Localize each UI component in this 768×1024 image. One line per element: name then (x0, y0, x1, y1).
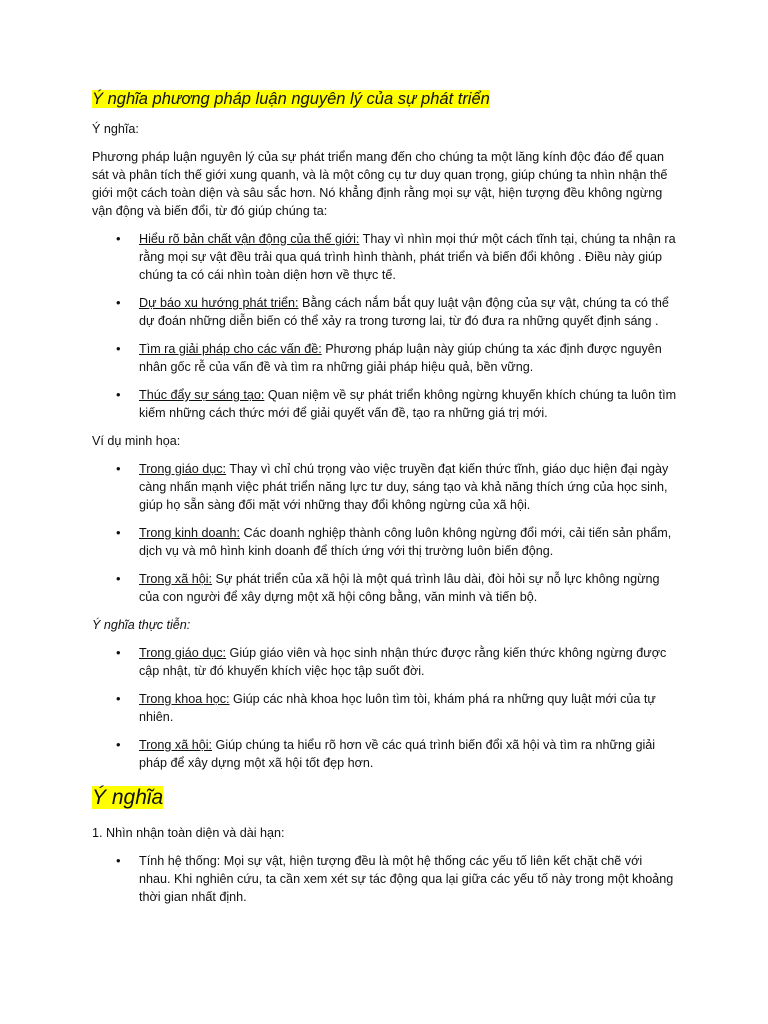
list-item (92, 852, 677, 906)
item-text: Sự phát triển của xã hội là một quá trình lâu dài, đòi hỏi sự nỗ lực không ngừng của con người để xây dựng một xã hội công bằng, văn minh và tiến bộ. (139, 572, 660, 604)
section2-list (92, 852, 677, 906)
item-text: Phương pháp luận này giúp chúng ta xác định được nguyên nhân gốc rễ của vấn đề và tìm ra những giải pháp hiệu quả, bền vững. (139, 342, 662, 374)
item-text: Bằng cách nắm bắt quy luật vận động của sự vật, chúng ta có thể dự đoán những diễn biến có thể xảy ra trong tương lai, từ đó đưa ra những quyết định sáng . (139, 296, 669, 328)
item-term: Thúc đẩy sự sáng tạo: (139, 388, 265, 402)
title-highlight: Ý nghĩa phương pháp luận nguyên lý của sự phát triển (92, 90, 490, 108)
list-item (92, 294, 677, 330)
examples-list (92, 460, 677, 606)
item-term: Trong giáo dục: (139, 646, 227, 660)
section2-heading (92, 784, 677, 812)
list-item (92, 230, 677, 284)
document-content (92, 88, 677, 916)
list-item (92, 570, 677, 606)
item-text: Tính hệ thống: Mọi sự vật, hiện tượng đều là một hệ thống các yếu tố liên kết chặt chẽ với nhau. Khi nghiên cứu, ta cần xem xét sự tác động qua lại giữa các yếu tố này trong một khoảng thời gian nhất định. (139, 854, 674, 904)
practical-label: Ý nghĩa thực tiễn: (92, 618, 191, 632)
item-term: Trong kinh doanh: (139, 526, 241, 540)
item-text: Giúp chúng ta hiểu rõ hơn về các quá trình biến đổi xã hội và tìm ra những giải pháp để xây dựng một xã hội tốt đẹp hơn. (139, 738, 656, 770)
item-term: Trong xã hội: (139, 572, 213, 586)
intro-paragraph: Phương pháp luận nguyên lý của sự phát triển mang đến cho chúng ta một lăng kính độc đáo để quan sát và phân tích thế giới xung quanh, và là một công cụ tư duy quan trọng, giúp chúng ta nhìn nhận thế giới một cách toàn diện và sâu sắc hơn. Nó khẳng định rằng mọi sự vật, hiện tượng đều không ngừng vận động và biến đổi, từ đó giúp chúng ta: (92, 150, 668, 218)
list-item (92, 386, 677, 422)
meaning-label: Ý nghĩa: (92, 122, 139, 136)
item-term: Trong khoa học: (139, 692, 230, 706)
item-text: Quan niệm về sự phát triển không ngừng khuyến khích chúng ta luôn tìm kiếm những cách thức mới để giải quyết vấn đề, tạo ra những giá trị mới. (139, 388, 677, 420)
item-term: Tìm ra giải pháp cho các vấn đề: (139, 342, 322, 356)
item-term: Dự báo xu hướng phát triển: (139, 296, 299, 310)
list-item (92, 644, 677, 680)
item-text: Thay vì chỉ chú trọng vào việc truyền đạt kiến thức tĩnh, giáo dục hiện đại ngày càng nhấn mạnh việc phát triển năng lực tư duy, sáng tạo và khả năng thích ứng của học sinh, giúp họ sẵn sàng đối mặt với những thay đổi không ngừng của xã hội. (139, 462, 669, 512)
item-text: Giúp các nhà khoa học luôn tìm tòi, khám phá ra những quy luật mới của tự nhiên. (139, 692, 656, 724)
item-text: Thay vì nhìn mọi thứ một cách tĩnh tại, chúng ta nhận ra rằng mọi sự vật đều trải qua quá trình hình thành, phát triển và biến đổi không . Điều này giúp chúng ta có cái nhìn toàn diện hơn về thực tế. (139, 232, 676, 282)
section2-subheading: 1. Nhìn nhận toàn diện và dài hạn: (92, 826, 285, 840)
benefits-list (92, 230, 677, 422)
examples-label: Ví dụ minh họa: (92, 434, 181, 448)
practical-list (92, 644, 677, 772)
list-item (92, 690, 677, 726)
item-term: Trong giáo dục: (139, 462, 227, 476)
item-text: Giúp giáo viên và học sinh nhận thức được rằng kiến thức không ngừng được cập nhật, từ đó khuyến khích việc học tập suốt đời. (139, 646, 667, 678)
section2-highlight: Ý nghĩa (92, 786, 164, 809)
item-term: Trong xã hội: (139, 738, 213, 752)
item-text: Các doanh nghiệp thành công luôn không ngừng đổi mới, cải tiến sản phẩm, dịch vụ và mô hình kinh doanh để thích ứng với thị trường luôn biến động. (139, 526, 672, 558)
list-item (92, 736, 677, 772)
list-item (92, 460, 677, 514)
item-term: Hiểu rõ bản chất vận động của thế giới: (139, 232, 360, 246)
list-item (92, 524, 677, 560)
document-title (92, 88, 677, 110)
list-item (92, 340, 677, 376)
